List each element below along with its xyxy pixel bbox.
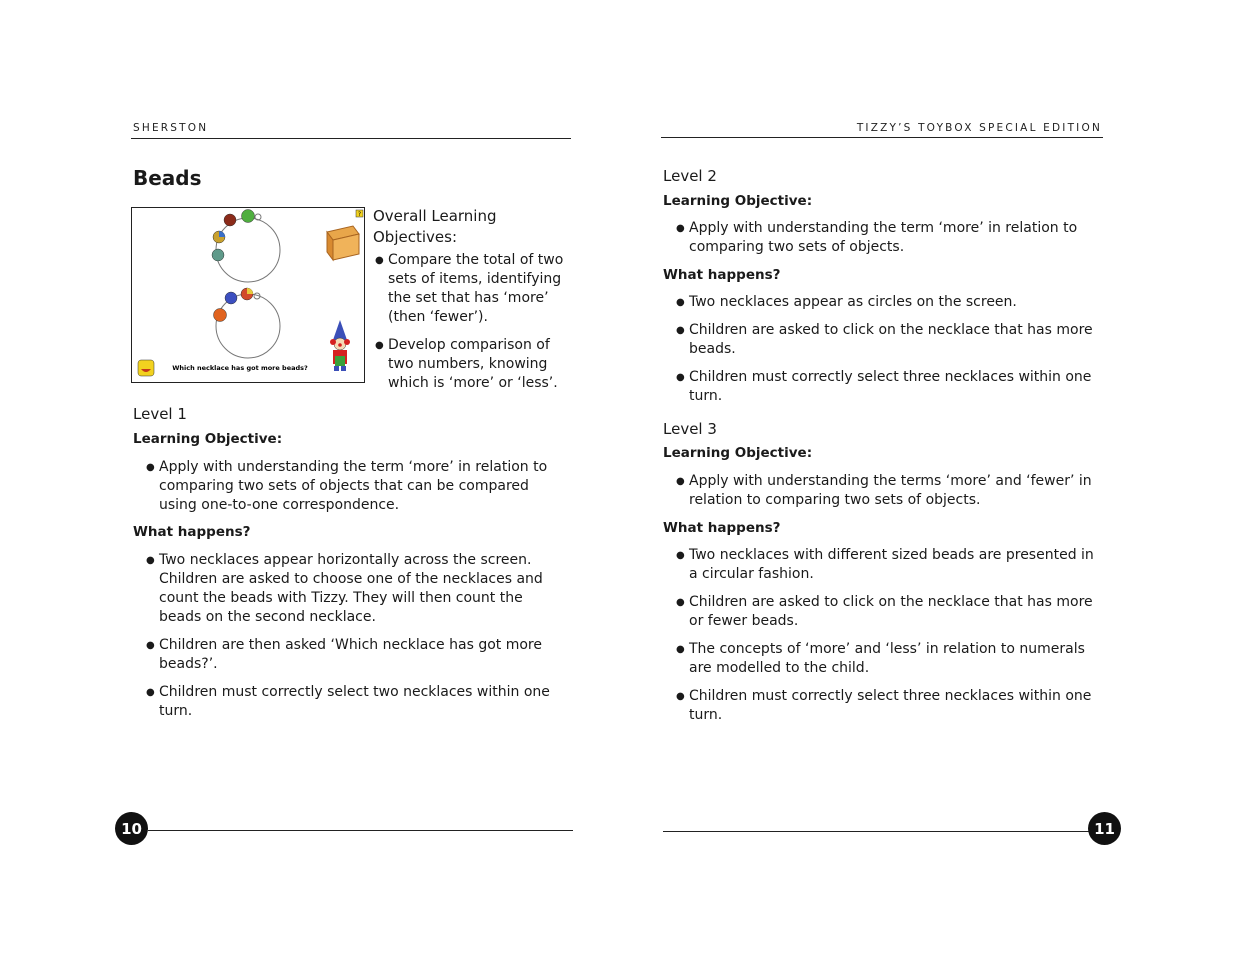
- level-1-objective-list: [146, 458, 566, 524]
- level-1-title: Level 1: [133, 405, 187, 423]
- footer-rule-right: [663, 831, 1089, 832]
- list-item: ● Apply with understanding the term ‘more’ in relation to comparing two sets of objects.: [676, 219, 1101, 257]
- list-item: ● Two necklaces appear horizontally across the screen. Children are asked to choose one of the necklaces and count the beads with Tizzy. They will then count the beads on the second necklace.: [146, 551, 566, 627]
- list-item: ● Two necklaces with different sized beads are presented in a circular fashion.: [676, 546, 1101, 584]
- level-1-what-happens-label: What happens?: [133, 524, 251, 540]
- list-item: ● Two necklaces appear as circles on the screen.: [676, 293, 1101, 312]
- list-item: ● Apply with understanding the terms ‘more’ and ‘fewer’ in relation to comparing two sets of objects.: [676, 472, 1101, 510]
- level-1-what-happens-list: [146, 551, 566, 730]
- game-screenshot: [131, 207, 365, 383]
- necklace-illustration: [132, 208, 364, 382]
- list-item: ● Children must correctly select three necklaces within one turn.: [676, 687, 1101, 725]
- header-rule-left: [131, 138, 571, 139]
- level-3-what-happens-label: What happens?: [663, 520, 781, 536]
- level-1-objective-label: Learning Objective:: [133, 431, 283, 447]
- help-badge: ?: [357, 211, 362, 218]
- level-2-objective-label: Learning Objective:: [663, 193, 813, 209]
- page-number-left: 10: [115, 812, 148, 845]
- page-title: Beads: [133, 166, 202, 190]
- list-item: ● Children must correctly select two necklaces within one turn.: [146, 683, 566, 721]
- level-3-objective-list: [676, 472, 1101, 519]
- running-head-right: TIZZY’S TOYBOX SPECIAL EDITION: [856, 122, 1102, 134]
- header-rule-right: [661, 137, 1103, 138]
- footer-rule-left: [148, 830, 573, 831]
- level-3-objective-label: Learning Objective:: [663, 445, 813, 461]
- level-3-title: Level 3: [663, 420, 717, 438]
- page-number-right: 11: [1088, 812, 1121, 845]
- level-2-what-happens-list: [676, 293, 1101, 415]
- list-item: ● The concepts of ‘more’ and ‘less’ in relation to numerals are modelled to the child.: [676, 640, 1101, 678]
- list-item: ● Children are asked to click on the necklace that has more or fewer beads.: [676, 593, 1101, 631]
- running-head-left: SHERSTON: [133, 122, 209, 134]
- list-item: ● Compare the total of two sets of items, identifying the set that has ‘more’ (then ‘fewer’).: [375, 251, 573, 327]
- overall-heading-line1: Overall Learning: [373, 207, 497, 225]
- list-item: ● Children must correctly select three necklaces within one turn.: [676, 368, 1101, 406]
- list-item: ● Apply with understanding the term ‘more’ in relation to comparing two sets of objects that can be compared using one-to-one correspondence.: [146, 458, 566, 515]
- level-2-what-happens-label: What happens?: [663, 267, 781, 283]
- level-2-title: Level 2: [663, 167, 717, 185]
- list-item: ● Children are then asked ‘Which necklace has got more beads?’.: [146, 636, 566, 674]
- overall-objectives-list: [375, 251, 573, 402]
- level-2-objective-list: [676, 219, 1101, 266]
- overall-objectives-heading: [373, 206, 497, 248]
- list-item: ● Develop comparison of two numbers, knowing which is ‘more’ or ‘less’.: [375, 336, 573, 393]
- list-item: ● Children are asked to click on the necklace that has more beads.: [676, 321, 1101, 359]
- screenshot-caption: Which necklace has got more beads?: [172, 364, 308, 372]
- level-3-what-happens-list: [676, 546, 1101, 734]
- overall-heading-line2: Objectives:: [373, 228, 457, 246]
